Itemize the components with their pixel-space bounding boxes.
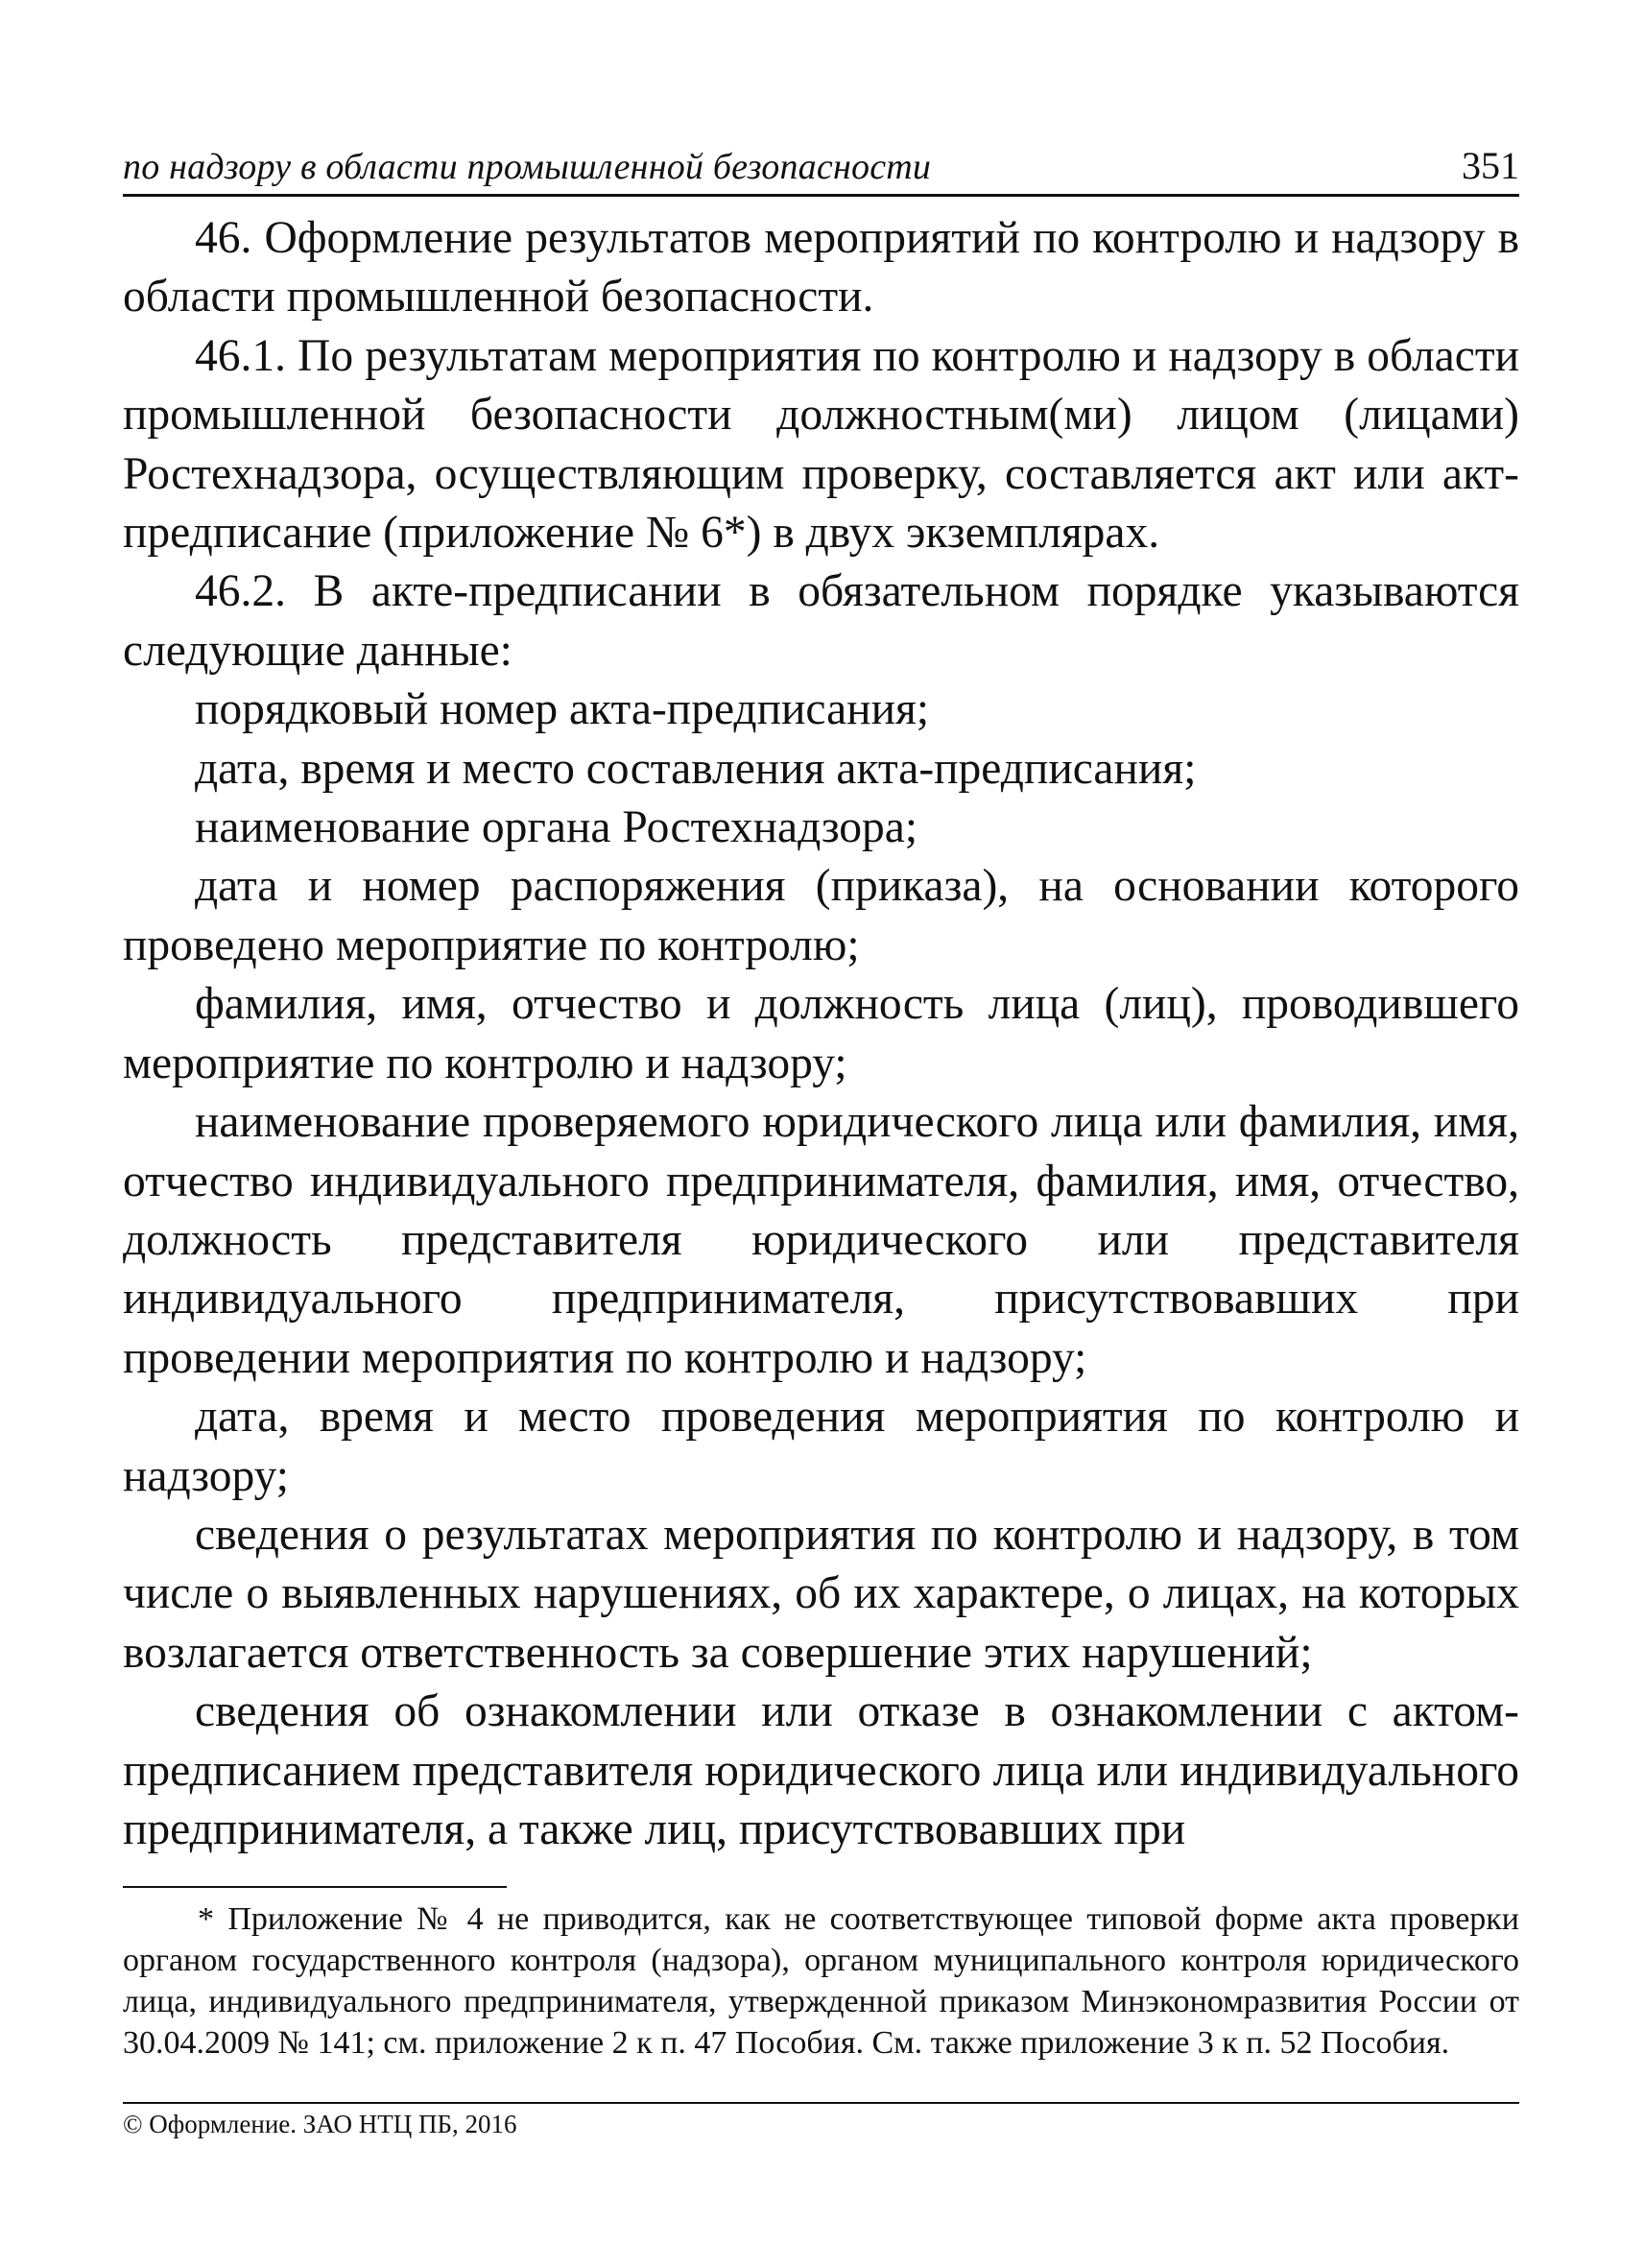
- body-text: [123, 209, 1519, 1859]
- copyright-notice: © Оформление. ЗАО НТЦ ПБ, 2016: [123, 2110, 517, 2138]
- list-item: сведения о результатах мероприятия по контролю и надзору, в том числе о выявленных нарушениях, об их характере, о лицах, на которых возлагается ответственность за совершение этих нарушений;: [123, 1509, 1519, 1678]
- list-item: наименование проверяемого юридического лица или фамилия, имя, отчество индивидуального предпринимателя, фамилия, имя, отчество, должность представителя юридического или представителя индивидуального предпринимателя, присутствовавших при проведении мероприятия по контролю и надзору;: [123, 1097, 1519, 1383]
- list-item: дата, время и место проведения мероприятия по контролю и надзору;: [123, 1392, 1519, 1501]
- list-item: сведения об ознакомлении или отказе в ознакомлении с актом-предписанием представителя юридического лица или индивидуального предпринимателя, а также лиц, присутствовавших при: [123, 1686, 1519, 1854]
- page-number: 351: [1462, 144, 1519, 187]
- list-item: дата и номер распоряжения (приказа), на основании которого проведено мероприятие по контролю;: [123, 861, 1519, 970]
- copyright-divider: [123, 2102, 1519, 2104]
- paragraph: 46.1. По результатам мероприятия по контролю и надзору в области промышленной безопасности должностным(ми) лицом (лицами) Ростехнадзора, осуществляющим проверку, составляется акт или акт-предписание (приложение № 6*) в двух экземплярах.: [123, 330, 1519, 559]
- footnote-divider: [123, 1886, 507, 1888]
- list-item: порядковый номер акта-предписания;: [195, 684, 930, 735]
- footnote: * Приложение № 4 не приводится, как не соответствующее типовой форме акта проверки органом государственного контроля (надзора), органом муниципального контроля юридического лица, индивидуального предпринимателя, утвержденной приказом Минэкономразвития России от 30.04.2009 № 141; см. приложение 2 к п. 47 Пособия. См. также приложение 3 к п. 52 Пособия.: [123, 1901, 1519, 2061]
- list-item: фамилия, имя, отчество и должность лица (лиц), проводившего мероприятие по контролю и надзору;: [123, 979, 1519, 1088]
- list-item: дата, время и место составления акта-предписания;: [195, 743, 1197, 794]
- section-heading: 46. Оформление результатов мероприятий по контролю и надзору в области промышленной безопасности.: [123, 213, 1519, 322]
- running-head-title: по надзору в области промышленной безопасности: [123, 147, 932, 187]
- paragraph: 46.2. В акте-предписании в обязательном порядке указываются следующие данные:: [123, 566, 1519, 676]
- running-head: [123, 136, 1519, 197]
- list-item: наименование органа Ростехнадзора;: [195, 802, 918, 853]
